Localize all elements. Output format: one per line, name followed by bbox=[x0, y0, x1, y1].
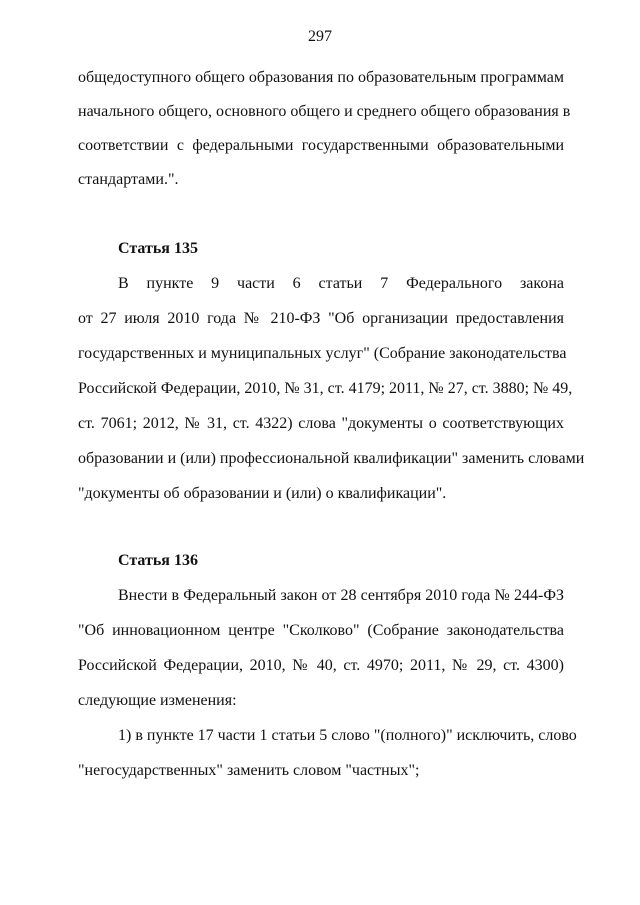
text-line: 1) в пункте 17 части 1 статьи 5 слово "(полного)" исключить, слово bbox=[118, 727, 577, 744]
text-line: следующие изменения: bbox=[78, 692, 237, 709]
page-number: 297 bbox=[308, 28, 332, 45]
text-line: соответствии с федеральными государственными образовательными bbox=[78, 137, 564, 154]
article-136-heading: Статья 136 bbox=[118, 552, 198, 569]
text-line: "Об инновационном центре "Сколково" (Собрание законодательства bbox=[78, 622, 564, 639]
text-line: Российской Федерации, 2010, № 40, ст. 4970; 2011, № 29, ст. 4300) bbox=[78, 657, 564, 674]
text-line: от 27 июля 2010 года № 210-ФЗ "Об организации предоставления bbox=[78, 310, 564, 327]
text-line: В пункте 9 части 6 статьи 7 Федерального закона bbox=[118, 275, 564, 292]
article-135-heading: Статья 135 bbox=[118, 240, 198, 257]
text-line: государственных и муниципальных услуг" (Собрание законодательства bbox=[78, 345, 567, 362]
text-line: "негосударственных" заменить словом "частных"; bbox=[78, 762, 420, 779]
text-line: Внести в Федеральный закон от 28 сентября 2010 года № 244-ФЗ bbox=[118, 587, 564, 604]
text-line: Российской Федерации, 2010, № 31, ст. 4179; 2011, № 27, ст. 3880; № 49, bbox=[78, 380, 573, 397]
text-line: общедоступного общего образования по образовательным программам bbox=[78, 69, 564, 86]
text-line: образовании и (или) профессиональной квалификации" заменить словами bbox=[78, 450, 585, 467]
text-line: "документы об образовании и (или) о квалификации". bbox=[78, 485, 447, 502]
text-line: стандартами.". bbox=[78, 171, 179, 188]
text-line: ст. 7061; 2012, № 31, ст. 4322) слова "документы о соответствующих bbox=[78, 415, 564, 432]
text-line: начального общего, основного общего и среднего общего образования в bbox=[78, 103, 571, 120]
